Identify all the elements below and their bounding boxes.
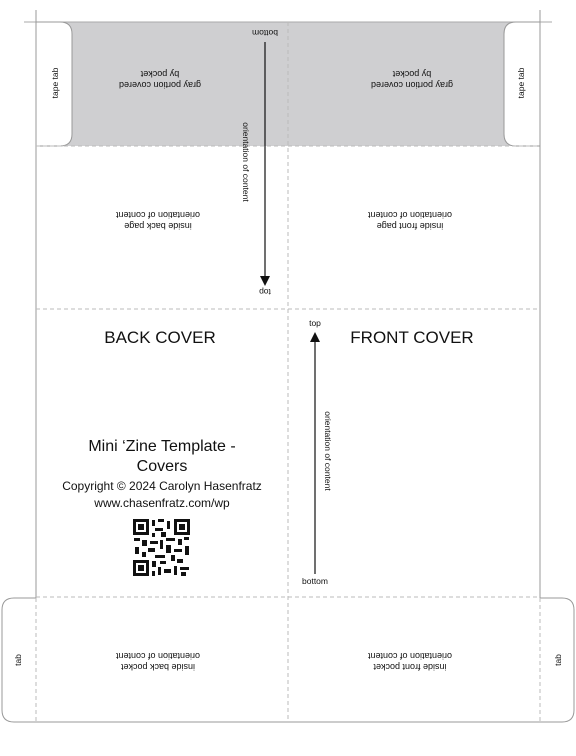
inside-back-page-text: inside back page orientation of content (115, 210, 201, 231)
gray-portion-right-text: gray portion covered by pocket (370, 69, 454, 90)
top-arrow-top-label: top (259, 287, 271, 297)
inside-back-pocket-text: inside back pocket orientation of content (115, 651, 201, 672)
covers-arrow-top-label: top (309, 318, 321, 328)
covers-arrow-bottom-label: bottom (302, 576, 328, 586)
credits-title-line2: Covers (136, 458, 188, 475)
top-arrow-bottom-label: bottom (252, 28, 278, 38)
tape-tab-left-label: tape tab (50, 67, 60, 99)
gray-portion-left-text: gray portion covered by pocket (118, 69, 202, 90)
credits-title-line1: Mini ‘Zine Template - (88, 438, 236, 455)
inside-front-page-text: inside front page orientation of content (367, 210, 453, 231)
back-cover-label: BACK COVER (104, 328, 216, 347)
top-arrow-orientation-label: orientation of content (241, 122, 251, 202)
tape-tab-right-label: tape tab (516, 67, 526, 99)
pocket-tab-right-label: tab (553, 654, 563, 666)
credits-url: www.chasenfratz.com/wp (94, 496, 230, 510)
covers-arrow-orientation-label: orientation of content (323, 411, 333, 491)
pocket-tab-left-label: tab (13, 654, 23, 666)
credits-copyright: Copyright © 2024 Carolyn Hasenfratz (62, 479, 262, 493)
front-cover-label: FRONT COVER (350, 328, 474, 347)
inside-front-pocket-text: inside front pocket orientation of content (367, 651, 453, 672)
